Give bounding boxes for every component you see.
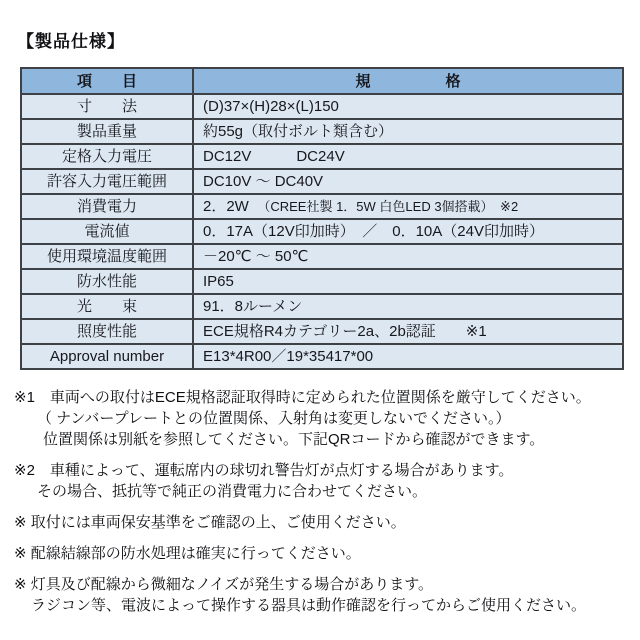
note-line: ※ 灯具及び配線から微細なノイズが発生する場合があります。 bbox=[14, 576, 434, 593]
table-row-power-consumption bbox=[21, 194, 623, 219]
footnotes bbox=[14, 387, 640, 616]
table-row-allowable-voltage bbox=[21, 169, 623, 194]
note-line: ※1 車両への取付はECE規格認証取得時に定められた位置関係を厳守してください。 bbox=[14, 389, 591, 406]
note-block-2 bbox=[14, 460, 640, 502]
item-label: Approval number bbox=[21, 344, 193, 369]
note-block-4 bbox=[14, 543, 640, 564]
table-row-current bbox=[21, 219, 623, 244]
table-row-waterproof bbox=[21, 269, 623, 294]
item-label: 電流値 bbox=[21, 219, 193, 244]
page-title: 【製品仕様】 bbox=[17, 32, 125, 51]
spec-value: 91．8ルーメン bbox=[203, 298, 303, 315]
spec-value-cell bbox=[193, 169, 623, 194]
spec-value-cell bbox=[193, 94, 623, 119]
item-label: 照度性能 bbox=[21, 319, 193, 344]
header-spec-cell: 規 格 bbox=[193, 68, 623, 94]
note-line: その場合、抵抗等で純正の消費電力に合わせてください。 bbox=[37, 483, 428, 500]
spec-value-cell bbox=[193, 244, 623, 269]
item-label: 使用環境温度範囲 bbox=[21, 244, 193, 269]
item-label: 防水性能 bbox=[21, 269, 193, 294]
spec-value: DC10V ～ DC40V bbox=[203, 173, 324, 190]
spec-value-cell bbox=[193, 194, 623, 219]
item-label: 許容入力電圧範囲 bbox=[21, 169, 193, 194]
spec-value: ECE規格R4カテゴリー2a、2b認証 ※1 bbox=[203, 323, 487, 340]
spec-table bbox=[20, 67, 624, 370]
spec-value-cell bbox=[193, 294, 623, 319]
spec-value: IP65 bbox=[203, 273, 234, 290]
spec-value-cell bbox=[193, 269, 623, 294]
spec-value-cell bbox=[193, 219, 623, 244]
spec-value-cell bbox=[193, 344, 623, 369]
note-block-5 bbox=[14, 574, 640, 616]
spec-value-small: （CREE社製 1．5W 白色LED 3個搭載） ※2 bbox=[263, 199, 519, 214]
spec-value: E13*4R00／19*35417*00 bbox=[203, 348, 374, 365]
spec-value: (D)37×(H)28×(L)150 bbox=[203, 98, 339, 115]
table-row-weight bbox=[21, 119, 623, 144]
note-line: ※2 車種によって、運転席内の球切れ警告灯が点灯する場合があります。 bbox=[14, 462, 514, 479]
item-label: 寸 法 bbox=[21, 94, 193, 119]
spec-value: DC12V DC24V bbox=[203, 148, 345, 165]
note-line: ラジコン等、電波によって操作する器具は動作確認を行ってからご使用ください。 bbox=[31, 597, 587, 614]
table-row-luminous-flux bbox=[21, 294, 623, 319]
table-row-rated-voltage bbox=[21, 144, 623, 169]
table-row-dimensions bbox=[21, 94, 623, 119]
spec-value-cell bbox=[193, 319, 623, 344]
spec-value: －20℃ ～ 50℃ bbox=[203, 248, 309, 265]
table-row-temperature-range bbox=[21, 244, 623, 269]
table-header-row bbox=[21, 68, 623, 94]
spec-value-cell bbox=[193, 144, 623, 169]
item-label: 定格入力電圧 bbox=[21, 144, 193, 169]
spec-value: 2．2W bbox=[203, 198, 264, 215]
spec-value-cell bbox=[193, 119, 623, 144]
note-line: ※ 取付には車両保安基準をご確認の上、ご使用ください。 bbox=[14, 514, 406, 531]
header-item-cell: 項 目 bbox=[21, 68, 193, 94]
item-label: 消費電力 bbox=[21, 194, 193, 219]
note-line: （ ナンバープレートとの位置関係、入射角は変更しないでください。） bbox=[37, 410, 511, 427]
item-label: 製品重量 bbox=[21, 119, 193, 144]
note-line: 位置関係は別紙を参照してください。下記QRコードから確認ができます。 bbox=[43, 431, 545, 448]
note-block-3 bbox=[14, 512, 640, 533]
table-row-approval-number bbox=[21, 344, 623, 369]
table-row-illuminance bbox=[21, 319, 623, 344]
note-block-1 bbox=[14, 387, 640, 450]
note-line: ※ 配線結線部の防水処理は確実に行ってください。 bbox=[14, 545, 361, 562]
item-label: 光 束 bbox=[21, 294, 193, 319]
spec-value: 約55g（取付ボルト類含む） bbox=[203, 123, 394, 140]
spec-value: 0．17A（12V印加時） ／ 0．10A（24V印加時） bbox=[203, 223, 544, 240]
